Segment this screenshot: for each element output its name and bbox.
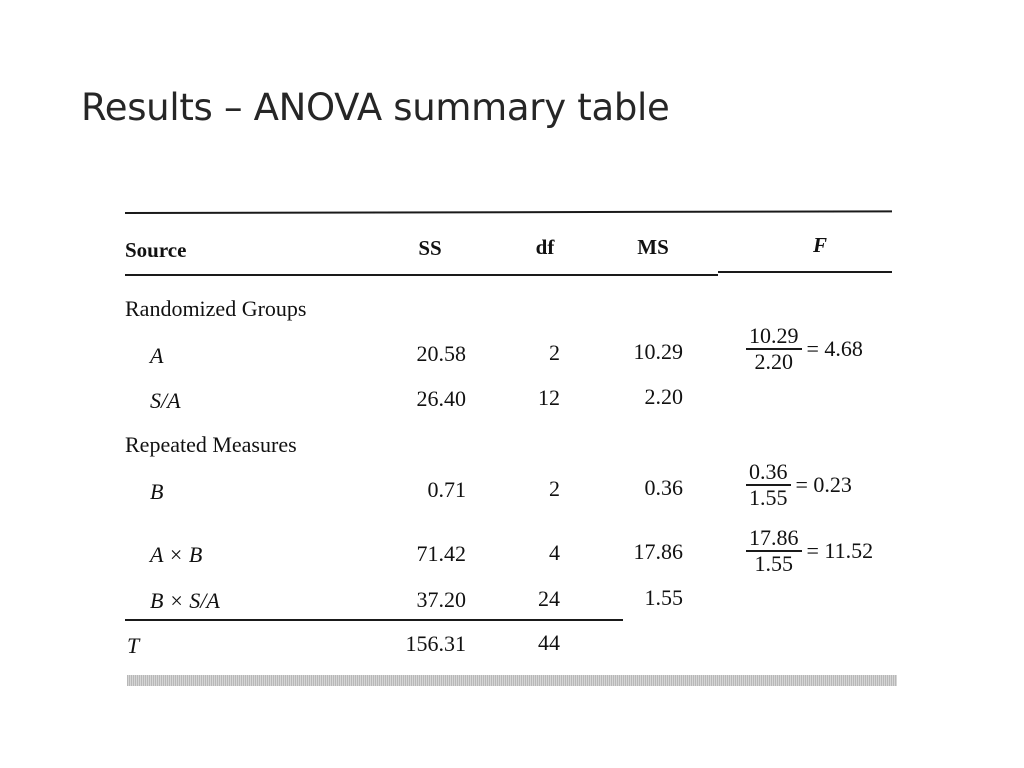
row-b-ss: 0.71 xyxy=(427,477,466,502)
row-s-a-df: 12 xyxy=(538,385,560,410)
row-a-ss: 20.58 xyxy=(416,341,466,366)
section-label-randomized-groups: Randomized Groups xyxy=(125,296,307,321)
scan-bottom-edge xyxy=(127,675,897,686)
header-bottom-rule xyxy=(125,274,718,276)
table-top-rule xyxy=(125,210,892,214)
row-a-ms: 10.29 xyxy=(633,339,683,364)
row-a-x-b-f-numerator: 17.86 xyxy=(749,525,799,550)
row-b-f-denominator: 1.55 xyxy=(749,484,788,510)
row-a-f-numerator: 10.29 xyxy=(749,323,799,348)
header-df: df xyxy=(535,235,555,259)
page-title: Results – ANOVA summary table xyxy=(81,86,670,129)
header-ms: MS xyxy=(637,235,669,259)
total-rule xyxy=(125,619,623,621)
row-a-f-result: = 4.68 xyxy=(806,335,863,361)
row-b-f-result: = 0.23 xyxy=(795,471,852,497)
row-b-x-s-a-ss: 37.20 xyxy=(416,587,466,612)
row-a-x-b-df: 4 xyxy=(549,540,560,565)
row-b-x-s-a-source: B × S/A xyxy=(150,588,220,613)
row-s-a-source: S/A xyxy=(150,388,181,413)
row-a-x-b-f-ratio xyxy=(746,526,873,576)
row-a-f-denominator: 2.20 xyxy=(754,348,793,374)
row-b-x-s-a-df: 24 xyxy=(538,586,560,611)
row-total-ss: 156.31 xyxy=(405,631,466,656)
row-b-f-numerator: 0.36 xyxy=(749,459,788,484)
header-source: Source xyxy=(125,238,187,262)
row-s-a-ms: 2.20 xyxy=(644,384,683,409)
row-b-source: B xyxy=(150,479,164,504)
row-a-source: A xyxy=(150,343,164,368)
row-a-x-b-f-denominator: 1.55 xyxy=(754,550,793,576)
row-b-x-s-a-ms: 1.55 xyxy=(644,585,683,610)
row-a-f-ratio xyxy=(746,324,863,374)
row-total-df: 44 xyxy=(538,630,560,655)
row-a-x-b-ms: 17.86 xyxy=(633,539,683,564)
section-label-repeated-measures: Repeated Measures xyxy=(125,432,297,457)
row-a-x-b-source: A × B xyxy=(150,542,203,567)
row-b-df: 2 xyxy=(549,476,560,501)
row-s-a-ss: 26.40 xyxy=(416,386,466,411)
header-f: F xyxy=(812,233,827,257)
row-total-source: T xyxy=(127,633,140,658)
f-header-rule xyxy=(718,271,892,273)
header-ss: SS xyxy=(418,236,442,260)
row-a-x-b-ss: 71.42 xyxy=(416,541,466,566)
row-a-x-b-f-result: = 11.52 xyxy=(806,537,874,563)
row-a-df: 2 xyxy=(549,340,560,365)
row-b-ms: 0.36 xyxy=(644,475,683,500)
row-b-f-ratio xyxy=(746,460,852,510)
